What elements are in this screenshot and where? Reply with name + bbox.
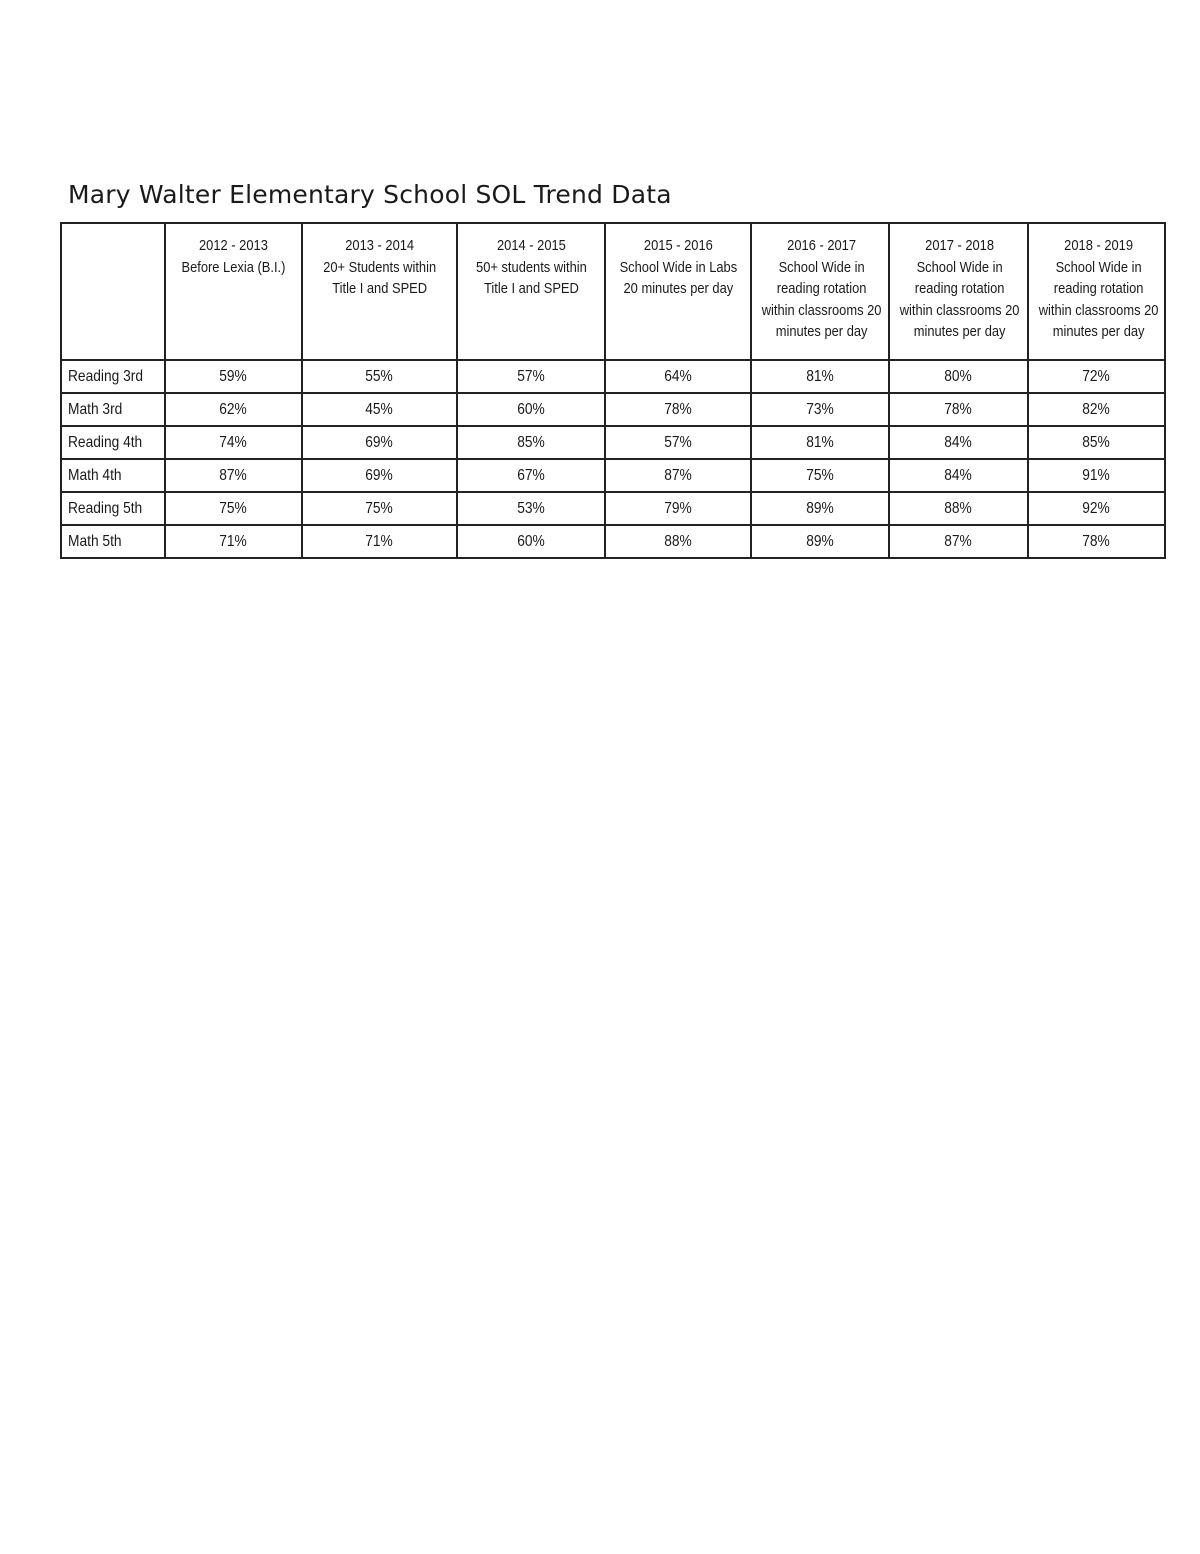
table-cell [605, 393, 751, 426]
table-cell [889, 525, 1028, 558]
table-cell [605, 525, 751, 558]
table-row [61, 492, 1165, 525]
table-cell [1028, 426, 1165, 459]
table-cell [889, 393, 1028, 426]
table-cell [889, 426, 1028, 459]
table-cell [889, 459, 1028, 492]
table-body [61, 360, 1165, 558]
table-cell [457, 525, 605, 558]
table-cell [165, 525, 302, 558]
column-header [302, 223, 457, 360]
column-description-line: minutes per day [1052, 323, 1145, 340]
column-description-line: School Wide in Labs [619, 258, 737, 276]
column-description-line: reading rotation [776, 280, 867, 297]
score-value: 69% [365, 433, 394, 451]
score-value: 89% [806, 532, 834, 550]
score-value: 85% [517, 433, 545, 451]
column-description-line: minutes per day [775, 323, 868, 340]
table-cell [1028, 393, 1165, 426]
table-cell [889, 360, 1028, 393]
column-year: 2012 - 2013 [199, 237, 268, 254]
column-description-line: reading rotation [1053, 280, 1144, 297]
score-value: 78% [1082, 532, 1111, 550]
score-value: 57% [517, 367, 545, 385]
table-cell [605, 459, 751, 492]
score-value: 87% [944, 532, 973, 550]
table-cell [751, 525, 889, 558]
column-description-line: within classrooms 20 [899, 301, 1020, 319]
score-value: 67% [517, 466, 545, 484]
table-cell [457, 360, 605, 393]
score-value: 87% [664, 466, 692, 484]
score-value: 73% [806, 400, 834, 418]
column-header [165, 223, 302, 360]
score-value: 74% [219, 433, 248, 451]
score-value: 57% [664, 433, 692, 451]
table-cell [165, 426, 302, 459]
score-value: 81% [806, 367, 834, 385]
column-description-line: within classrooms 20 [1038, 301, 1159, 319]
table-cell [302, 492, 457, 525]
row-label: Reading 4th [68, 433, 143, 451]
table-cell [1028, 492, 1165, 525]
score-value: 78% [664, 400, 692, 418]
column-description-line: within classrooms 20 [761, 301, 882, 319]
score-value: 60% [517, 400, 545, 418]
row-label-cell [61, 525, 165, 558]
score-value: 75% [219, 499, 248, 517]
row-label-cell [61, 492, 165, 525]
score-value: 92% [1082, 499, 1111, 517]
score-value: 82% [1082, 400, 1111, 418]
score-value: 75% [365, 499, 394, 517]
table-row [61, 393, 1165, 426]
score-value: 59% [219, 367, 248, 385]
score-value: 71% [219, 532, 248, 550]
column-header [751, 223, 889, 360]
score-value: 84% [944, 433, 973, 451]
column-description-line: minutes per day [913, 323, 1006, 340]
table-cell [302, 459, 457, 492]
table-cell [751, 492, 889, 525]
score-value: 91% [1082, 466, 1111, 484]
score-value: 60% [517, 532, 545, 550]
table-cell [302, 393, 457, 426]
table-cell [751, 393, 889, 426]
column-header-text [762, 235, 882, 343]
score-value: 53% [517, 499, 545, 517]
row-label-cell [61, 426, 165, 459]
column-description-line: Before Lexia (B.I.) [181, 258, 286, 276]
table-cell [751, 360, 889, 393]
column-description-line: School Wide in [916, 258, 1003, 276]
column-header-text [619, 235, 737, 300]
score-value: 69% [365, 466, 394, 484]
table-cell [457, 393, 605, 426]
score-value: 64% [664, 367, 692, 385]
column-header [889, 223, 1028, 360]
table-row [61, 360, 1165, 393]
table-cell [457, 459, 605, 492]
corner-header-cell [61, 223, 165, 360]
score-value: 79% [664, 499, 692, 517]
column-year: 2016 - 2017 [787, 237, 857, 254]
column-header-text [1039, 235, 1159, 343]
table-row [61, 525, 1165, 558]
table-cell [302, 525, 457, 558]
table-cell [889, 492, 1028, 525]
row-label: Reading 5th [68, 499, 143, 517]
column-year: 2015 - 2016 [643, 237, 713, 254]
table-cell [165, 459, 302, 492]
table-cell [605, 360, 751, 393]
table-cell [605, 426, 751, 459]
table-cell [1028, 459, 1165, 492]
score-value: 78% [944, 400, 973, 418]
row-label: Math 4th [68, 466, 122, 484]
column-header-text [476, 235, 587, 300]
score-value: 85% [1082, 433, 1111, 451]
page-title: Mary Walter Elementary School SOL Trend Data [68, 180, 672, 209]
column-header-text [323, 235, 436, 300]
column-year: 2013 - 2014 [345, 237, 414, 254]
table-cell [1028, 525, 1165, 558]
score-value: 89% [806, 499, 834, 517]
header-row [61, 223, 1165, 360]
column-header-text [900, 235, 1020, 343]
row-label: Math 5th [68, 532, 122, 550]
score-value: 72% [1082, 367, 1111, 385]
column-description-line: School Wide in [778, 258, 865, 276]
score-value: 88% [664, 532, 692, 550]
table-cell [165, 492, 302, 525]
column-description-line: Title I and SPED [483, 280, 579, 297]
score-value: 81% [806, 433, 834, 451]
score-value: 80% [944, 367, 973, 385]
table-cell [751, 426, 889, 459]
column-description-line: Title I and SPED [332, 280, 427, 297]
score-value: 87% [219, 466, 248, 484]
table-cell [605, 492, 751, 525]
score-value: 62% [219, 400, 248, 418]
column-description-line: School Wide in [1055, 258, 1142, 276]
column-header-text [182, 235, 286, 278]
table-cell [302, 426, 457, 459]
column-description-line: 50+ students within [475, 258, 587, 276]
column-description-line: 20+ Students within [323, 258, 436, 276]
table-cell [751, 459, 889, 492]
column-year: 2017 - 2018 [925, 237, 995, 254]
sol-trend-table [60, 222, 1166, 559]
column-header [1028, 223, 1165, 360]
table-cell [165, 393, 302, 426]
column-year: 2014 - 2015 [496, 237, 566, 254]
row-label-cell [61, 360, 165, 393]
table-cell [302, 360, 457, 393]
row-label: Reading 3rd [68, 367, 143, 385]
table-row [61, 459, 1165, 492]
table-cell [457, 426, 605, 459]
column-description-line: 20 minutes per day [623, 280, 733, 297]
row-label-cell [61, 459, 165, 492]
table-cell [1028, 360, 1165, 393]
column-header [457, 223, 605, 360]
score-value: 55% [365, 367, 394, 385]
row-label-cell [61, 393, 165, 426]
table-row [61, 426, 1165, 459]
table-cell [165, 360, 302, 393]
column-year: 2018 - 2019 [1064, 237, 1134, 254]
score-value: 84% [944, 466, 973, 484]
score-value: 88% [944, 499, 973, 517]
score-value: 71% [365, 532, 394, 550]
column-header [605, 223, 751, 360]
row-label: Math 3rd [68, 400, 123, 418]
table-cell [457, 492, 605, 525]
column-description-line: reading rotation [914, 280, 1005, 297]
score-value: 75% [806, 466, 834, 484]
score-value: 45% [365, 400, 394, 418]
